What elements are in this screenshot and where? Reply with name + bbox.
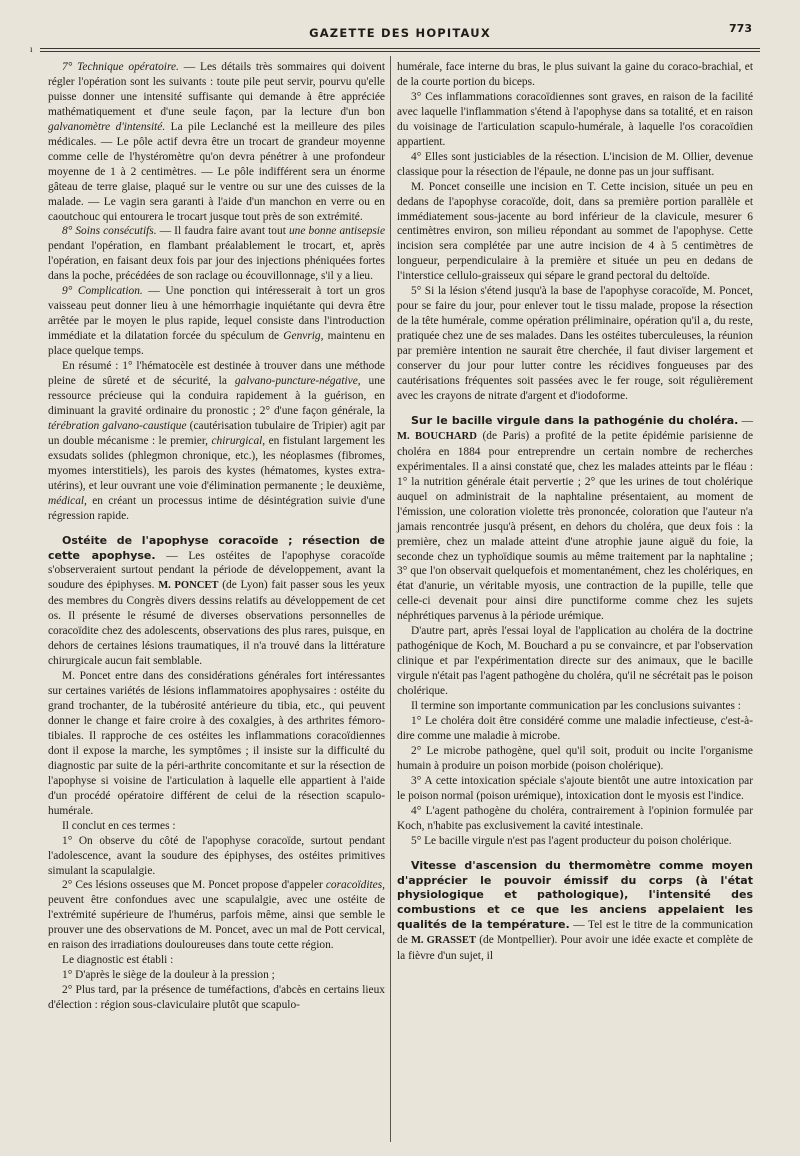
paragraph-text: (de Paris) a profité de la petite épidémie parisienne de choléra en 1884 pour entreprendre un certain nombre de recherches expérimentales. Il a ainsi constaté que, chez les malades atteints par le fléau : 1° la nutrition générale était pervertie ; 2° que les urines de tout cholérique auquel on administrait de la naphtaline présentaient, au moment de l'émission, une coloration violette très prononcée, coloration que l'auteur n'a jamais rencontrée jusqu'à présent, en dehors du choléra, que deux fois : la première, chez un malade atteint d'une atrophie jaune aiguë du foie, la seconde chez un typhoïdique soumis au même traitement par la naphtaline ; 3° que l'on observait quelquefois et momentanément, chez les cholériques, en état d'anurie, un véritable myosis, une contraction de la pupille, telle que celle-ci devenait pour ainsi dire punctiforme comme chez les sujets néphrétiques parvenus à la période urémique. <box>397 429 753 623</box>
paragraph-text: 2° Le microbe pathogène, quel qu'il soit, produit ou incite l'organisme humain à produire un poison morbide (poison cholérique). <box>397 744 753 772</box>
paragraph-text: 1° Le choléra doit être considéré comme une maladie infectieuse, c'est-à-dire comme une maladie à microbe. <box>397 714 753 742</box>
paragraph-text: Il termine son importante communication par les conclusions suivantes : <box>411 700 741 713</box>
paragraph-text: 4° L'agent pathogène du choléra, contrairement à l'opinion formulée par Koch, n'habite pas exclusivement la cavité intestinale. <box>397 804 753 832</box>
journal-title: GAZETTE DES HOPITAUX <box>309 26 491 40</box>
paragraph-text: Il conclut en ces termes : <box>62 819 176 832</box>
paragraph-text: Le diagnostic est établi : <box>62 954 174 967</box>
paragraph-text: — <box>738 414 753 427</box>
paragraph-text: En résumé : 1° l'hématocèle est destinée à trouver dans une méthode pleine de sûreté et de sécurité, la <box>48 360 385 388</box>
paragraph-text: La pile Leclanché est la meilleure des piles médicales. — Le pôle actif devra être un trocart de grandeur moyenne comme celle de l'hystéromètre qu'on devra pénétrer à une profondeur moyenne de 1 à 2 centimètres. — Le pôle indifférent sera un énorme gâteau de terre glaise, plaqué sur le ventre ou sur une des cuisses de la malade. — Le vagin sera garanti à l'aide d'un manchon en verre ou en caoutchouc qui entourera le trocart jusque tout près de son extrémité. <box>48 120 385 223</box>
emphasis-text: coracoïdites, <box>325 879 385 892</box>
paragraph-text: — Les ostéites de l'apophyse coracoïde s'observeraient surtout pendant la période de développement, avant la soudure des épiphyses. <box>48 549 385 592</box>
emphasis-text: Genvrig, <box>283 330 324 343</box>
paragraph-text: 2° Ces lésions osseuses que M. Poncet propose d'appeler <box>62 879 326 892</box>
paragraph-text: — Une ponction qui intéresserait à tort un gros vaisseau peut donner lieu à une hémorrhagie inquiétante qui devra être arrêtée par le moyen le plus rapide, lequel consiste dans l'introduction immédiate et la dilatation forcée du spéculum de <box>48 285 385 343</box>
paragraph-text: M. Poncet entre dans des considérations générales fort intéressantes sur certaines variétés de lésions inflammatoires apophysaires : ostéite du grand trochanter, de la tubérosité antérieure du tibia, etc., qui peuvent donner le change et faire croire à des coxalgies, à des arthrites fémoro-tibiales. Il rapproche de ces ostéites les inflammations coracoïdiennes dont il expose la marche, les symptômes ; il insiste sur la difficulté du diagnostic par suite de la péri-arthrite concomitante et sur la résection de l'apophyse si voisine de l'articulation à laquelle elle appartient à l'aide d'un procédé opératoire différent de celui de la résection scapulo-humérale. <box>48 670 385 817</box>
paragraph-text: peuvent être confondues avec une scapulalgie, avec une ostéite de l'extrémité supérieure de l'humérus, parfois même, ainsi que semble le prouver une des observations de M. Poncet, avec un mal de Pott cervical, en raison des irradiations douloureuses dans toute cette région. <box>48 894 385 952</box>
paragraph-text: — Tel est le titre de la communication de <box>397 919 753 947</box>
header-rule <box>40 48 760 49</box>
paragraph-text: 1° On observe du côté de l'apophyse coracoïde, surtout pendant l'adolescence, avant la soudure des épiphyses, des ostéites primitives simulant la scapulalgie. <box>48 834 385 877</box>
paragraph-text: — Il faudra faire avant tout <box>156 225 289 238</box>
emphasis-text: une bonne antisepsie <box>288 225 386 238</box>
paragraph-text: humérale, face interne du bras, le plus suivant la gaine du coraco-brachial, et de la courte portion du biceps. <box>397 61 753 88</box>
left-column <box>48 60 385 1013</box>
paragraph-text: (de Lyon) fait passer sous les yeux des membres du Congrès divers dessins relatifs au développement de cet os. Il présente le résumé de diverses observations personnelles de coracoïdite chez des adolescents, observations des plus rares, puisque, en dehors de certaines lésions traumatiques, il n'a trouvé dans la littérature chirurgicale aucun fait semblable. <box>48 579 385 668</box>
paragraph-complication <box>48 284 385 359</box>
right-column <box>397 60 753 964</box>
paragraph-soins <box>48 224 385 284</box>
paragraph-text: maintenu en place quelque temps. <box>48 330 385 358</box>
paragraph-text: — Les détails très sommaires qui doivent régler l'opération sont les suivants : toute pile peut servir, pourvu qu'elle puisse donner une intensité suffisante qui demande à être appréciée mathématiquement et d'une seule façon, par la lecture d'un bon <box>48 61 385 118</box>
paragraph-resume <box>48 359 385 523</box>
article-osteite <box>48 534 385 670</box>
section-label: 9° Complication. <box>62 285 143 298</box>
paragraph-text: pendant l'opération, en flambant préalablement le trocart, et, après l'opération, en faisant deux fois par jour des injections phéniquées fortes dans la poche, précédées de son raclage ou écouvillonnage, s'il y a lieu. <box>48 240 385 283</box>
article-heading: Vitesse d'ascension du thermomètre comme moyen d'apprécier le pouvoir émissif du corps (à l'état physiologique et pathologique), l'intensité des combustions et ce que les anciens appelaient les qualités de la température. <box>397 858 753 932</box>
paragraph-text: (cautérisation tubulaire de Tripier) agit par un double mécanisme : le premier, <box>48 419 385 447</box>
paragraph-text: en créant un processus intime de désintégration suivie d'une régression rapide. <box>48 494 385 522</box>
emphasis-text: térébration galvano-caustique <box>48 419 187 432</box>
paragraph-text: 1° D'après le siège de la douleur à la pression ; <box>62 969 275 982</box>
paragraph-text: en fistulant largement les exsudats solides (phlegmon chronique, etc.), les néoplasmes (fibromes, myomes interstitiels), les parois des kystes (hématomes, kystes extra-utérins), et leur ouvrant une voie d'élimination permanente ; le deuxième, <box>48 434 385 492</box>
paragraph-text: 3° Ces inflammations coracoïdiennes sont graves, en raison de la facilité avec laquelle l'inflammation s'étend à l'apophyse dans sa totalité, et en raison du voisinage de l'articulation scapulo-humérale, à laquelle l'os coracoïdien appartient. <box>397 90 753 148</box>
article-cholera <box>397 414 753 624</box>
paragraph-text: D'autre part, après l'essai loyal de l'application au choléra de la doctrine pathogénique de Koch, M. Bouchard a pu se convaincre, et par l'observation clinique et par l'expérimentation directe sur des animaux, que le bacille virgule n'était pas l'agent pathogène du choléra, qu'il ne sécrétait pas le poison cholérique. <box>397 625 753 698</box>
article-heading: Ostéite de l'apophyse coracoïde ; résection de cette apophyse. <box>48 533 385 562</box>
paragraph-text: 5° Le bacille virgule n'est pas l'agent producteur du poison cholérique. <box>411 834 732 847</box>
article-thermometre <box>397 859 753 965</box>
paragraph-text: M. Poncet conseille une incision en T. Cette incision, située un peu en dedans de l'apophyse coracoïde, doit, dans sa première portion parallèle et immédiatement sous-jacente au bord inférieur de la clavicule, mesurer 6 centimètres environ, son milieu répondant au sommet de l'apophyse. Cette incision sera complétée par une autre incision de 4 à 5 centimètres de longueur, perpendiculaire à la première et située un peu en dedans de l'interstice cellulo-graisseux qui sépare le grand pectoral du deltoïde. <box>397 180 753 283</box>
paragraph-text: (de Montpellier). Pour avoir une idée exacte et complète de la fièvre d'un sujet, il <box>397 934 753 963</box>
emphasis-text: chirurgical, <box>211 434 266 447</box>
author-name: M. PONCET <box>158 580 219 592</box>
paragraph-text: 2° Plus tard, par la présence de tuméfactions, d'abcès en certains lieux d'élection : région sous-claviculaire plutôt que scapulo- <box>48 984 385 1012</box>
column-divider <box>390 56 391 1142</box>
margin-mark: ı <box>30 44 33 54</box>
paragraph-technique <box>48 60 385 224</box>
section-label: 7° Technique opératoire. <box>62 61 179 73</box>
page-number: 773 <box>729 22 752 35</box>
article-heading: Sur le bacille virgule dans la pathogénie du choléra. <box>411 413 739 427</box>
paragraph-text: 3° A cette intoxication spéciale s'ajoute bientôt une autre intoxication par le poison normal (poison urémique), intoxication dont le myosis est l'indice. <box>397 774 753 802</box>
paragraph-text: une ressource précieuse qui la conduira rapidement à la guérison, en diminuant la gravité ordinaire du pronostic ; 2° d'une façon générale, la <box>48 375 385 417</box>
paragraph-text: 5° Si la lésion s'étend jusqu'à la base de l'apophyse coracoïde, M. Poncet, pour se faire du jour, pour enlever tout le tissu malade, propose la résection de la tête humérale, comme opération préliminaire, opération qu'il a, du reste, pratiquée chez une de ses malades. Dans les ostéites tuberculeuses, la réunion par première intention ne saurait être cherchée, il faut diviser largement et conserver du jour pour lutter contre les récidives fongueuses par des cautérisations fréquentes soit passées avec le fer rouge, soit régulièrement avec les crayons de nitrate d'argent et d'iodoforme. <box>397 285 753 402</box>
author-name: M. BOUCHARD <box>397 430 477 442</box>
emphasis-text: galvanomètre d'intensité. <box>48 120 166 133</box>
author-name: M. GRASSET <box>410 935 477 947</box>
header-rule-double <box>40 51 760 52</box>
emphasis-text: médical, <box>48 494 87 507</box>
section-label: 8° Soins consécutifs. <box>62 225 157 238</box>
emphasis-text: galvano-puncture-négative, <box>234 375 361 388</box>
paragraph-text: 4° Elles sont justiciables de la résection. L'incision de M. Ollier, devenue classique pour la résection de l'épaule, ne donne pas un jour suffisant. <box>397 150 753 178</box>
page-header <box>40 22 760 48</box>
paragraph-coracoidites <box>48 878 385 953</box>
